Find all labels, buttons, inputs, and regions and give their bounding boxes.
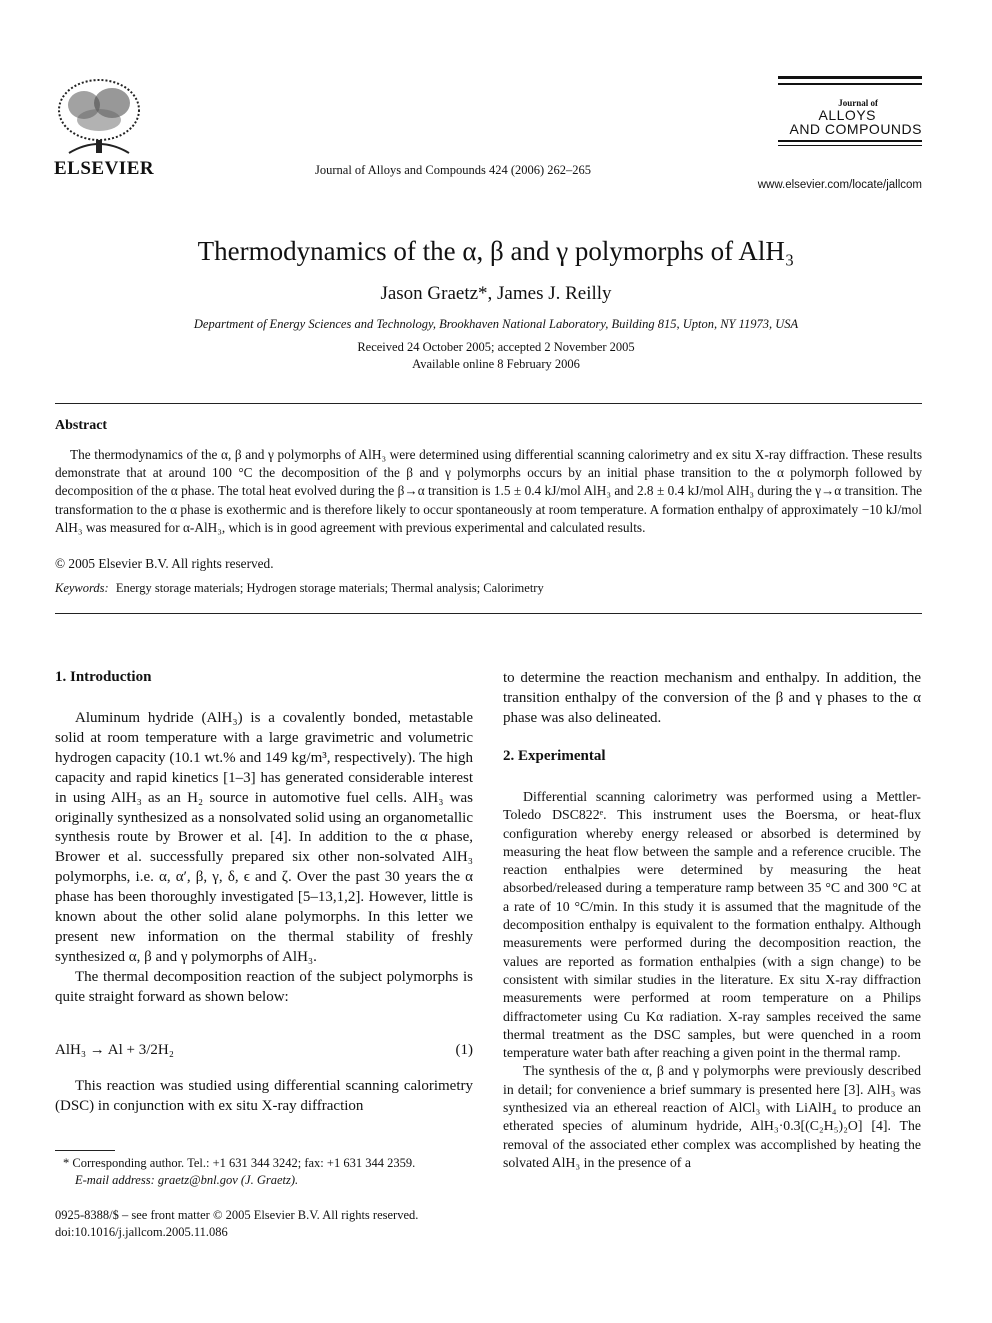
experimental-paragraph-2: The synthesis of the α, β and γ polymorphs were previously described in detail; for convenience a brief summary is presented here [3]. AlH₃ was synthesized via an ethereal reaction of AlCl₃ with LiAlH₄ to produce an etherated species of aluminum hydride, AlH₃·0.3[(C₂H₅)₂O] [4]. The removal of the associated ether complex was accomplished by heating the solvated AlH₃ in the presence of a: [503, 1063, 921, 1170]
article-authors: Jason Graetz*, James J. Reilly: [380, 283, 612, 304]
journal-url[interactable]: www.elsevier.com/locate/jallcom: [757, 179, 922, 191]
article-title: Thermodynamics of the α, β and γ polymorphs of AlH₃: [197, 236, 795, 266]
author-affiliation: Department of Energy Sciences and Technology, Brookhaven National Laboratory, Building 815, Upton, NY 11973, USA: [193, 317, 799, 331]
keywords-list: Energy storage materials; Hydrogen storage materials; Thermal analysis; Calorimetry: [115, 581, 544, 595]
journal-logo-line2: AND COMPOUNDS: [789, 121, 922, 137]
front-matter: [55, 1207, 418, 1241]
abstract-heading: Abstract: [55, 418, 108, 433]
intro-continued: [55, 1077, 473, 1117]
equation-1: [55, 1042, 473, 1059]
intro-paragraph-3: This reaction was studied using differential scanning calorimetry (DSC) in conjunction with ex situ X-ray diffraction: [55, 1078, 473, 1114]
equation-text: AlH₃ → Al + 3/2H₂: [55, 1042, 174, 1058]
divider-top: [55, 403, 922, 404]
intro-paragraphs: [55, 709, 473, 1008]
received-date: Received 24 October 2005; accepted 2 November 2005: [357, 340, 635, 354]
issn-line: 0925-8388/$ – see front matter © 2005 Elsevier B.V. All rights reserved.: [55, 1208, 419, 1222]
intro-heading: 1. Introduction: [55, 669, 152, 685]
right-intro-continued: [503, 669, 921, 729]
journal-logo-small: Journal of: [838, 98, 878, 108]
intro-paragraph-2: The thermal decomposition reaction of the subject polymorphs is quite straight forward as shown below:: [55, 968, 473, 1005]
keywords: [55, 581, 544, 596]
elsevier-tree-logo: [54, 75, 144, 155]
email-note[interactable]: E-mail address: graetz@bnl.gov (J. Graetz).: [75, 1173, 299, 1187]
experimental-heading: 2. Experimental: [503, 748, 606, 764]
doi-line[interactable]: doi:10.1016/j.jallcom.2005.11.086: [55, 1225, 228, 1239]
journal-citation: Journal of Alloys and Compounds 424 (2006) 262–265: [315, 163, 592, 177]
experimental-paragraph-1: Differential scanning calorimetry was performed using a Mettler-Toledo DSC822ᵉ. This instrument uses the Boersma, or heat-flux configuration whereby energy released or absorbed is determined by measuring the heat flow between the sample and a reference crucible. The reaction enthalpies were determined by measuring the heat absorbed/released during a temperature ramp between 35 °C and 300 °C at a rate of 10 °C/min. In this study it is assumed that the magnitude of the decomposition enthalpy is equivalent to the formation enthalpy. Although measurements were performed during the decomposition reaction, the values are reported as formation enthalpies (with a sign change) to be consistent with similar studies in the literature. Ex situ X-ray diffraction measurements were performed at room temperature on a Philips diffractometer using Cu Kα radiation. X-ray samples received the same thermal treatment as the DSC samples, but were quenched in a room temperature water bath after reaching a given point in the thermal ramp.: [503, 789, 921, 1061]
corresponding-author-note: * Corresponding author. Tel.: +1 631 344 3242; fax: +1 631 344 2359.: [63, 1156, 416, 1170]
journal-logo-line1: ALLOYS: [818, 107, 876, 123]
article-dates: [0, 339, 992, 373]
divider-abstract: [55, 613, 922, 614]
footnotes: [55, 1155, 473, 1189]
intro-paragraph-4: to determine the reaction mechanism and enthalpy. In addition, the transition enthalpy of the conversion of the β and γ phases to the α phase was also delineated.: [503, 670, 921, 726]
intro-paragraph-1: Aluminum hydride (AlH₃) is a covalently bonded, metastable solid at room temperature with a large gravimetric and volumetric hydrogen capacity (10.1 wt.% and 149 kg/m³, respectively). The high capacity and rapid kinetics [1–3] has generated considerable interest in using AlH₃ as an H₂ source in automotive fuel cells. AlH₃ was originally synthesized as a nonsolvated solid using an organometallic synthesis route by Brower et al. [4]. In addition to the α phase, Brower et al. successfully prepared six other non-solvated AlH₃ polymorphs, i.e. α, α′, β, γ, δ, ϵ and ζ. Over the past 30 years the α phase has been thoroughly investigated [5–13,1,2]. However, little is known about the other solid alane polymorphs. In this letter we present new information on the thermal stability of freshly synthesized α, β and γ polymorphs of AlH₃.: [55, 710, 473, 965]
abstract-text: The thermodynamics of the α, β and γ polymorphs of AlH₃ were determined using differential scanning calorimetry and ex situ X-ray diffraction. These results demonstrate that at around 100 °C the decomposition of the β and γ polymorphs occurs by an initial phase transition to the α polymorph followed by decomposition of the α phase. The total heat evolved during the β→α transition is 1.5 ± 0.4 kJ/mol AlH₃ and 2.8 ± 0.4 kJ/mol AlH₃ during the γ→α transition. The transformation to the α phase is exothermic and is therefore likely to occur spontaneously at room temperature. A formation enthalpy of approximately −10 kJ/mol AlH₃ was measured for α-AlH₃, which is in good agreement with previous experimental and calculated results.: [55, 447, 922, 535]
experimental-paragraphs: [503, 788, 921, 1172]
abstract-copyright: © 2005 Elsevier B.V. All rights reserved.: [55, 556, 274, 571]
keywords-label: Keywords:: [55, 581, 109, 595]
publisher-wordmark: ELSEVIER: [54, 158, 155, 179]
abstract-body: [55, 446, 922, 537]
journal-logo: [778, 76, 922, 146]
online-date: Available online 8 February 2006: [412, 357, 580, 371]
footnote-divider: [55, 1150, 115, 1151]
equation-number: (1): [455, 1042, 473, 1058]
